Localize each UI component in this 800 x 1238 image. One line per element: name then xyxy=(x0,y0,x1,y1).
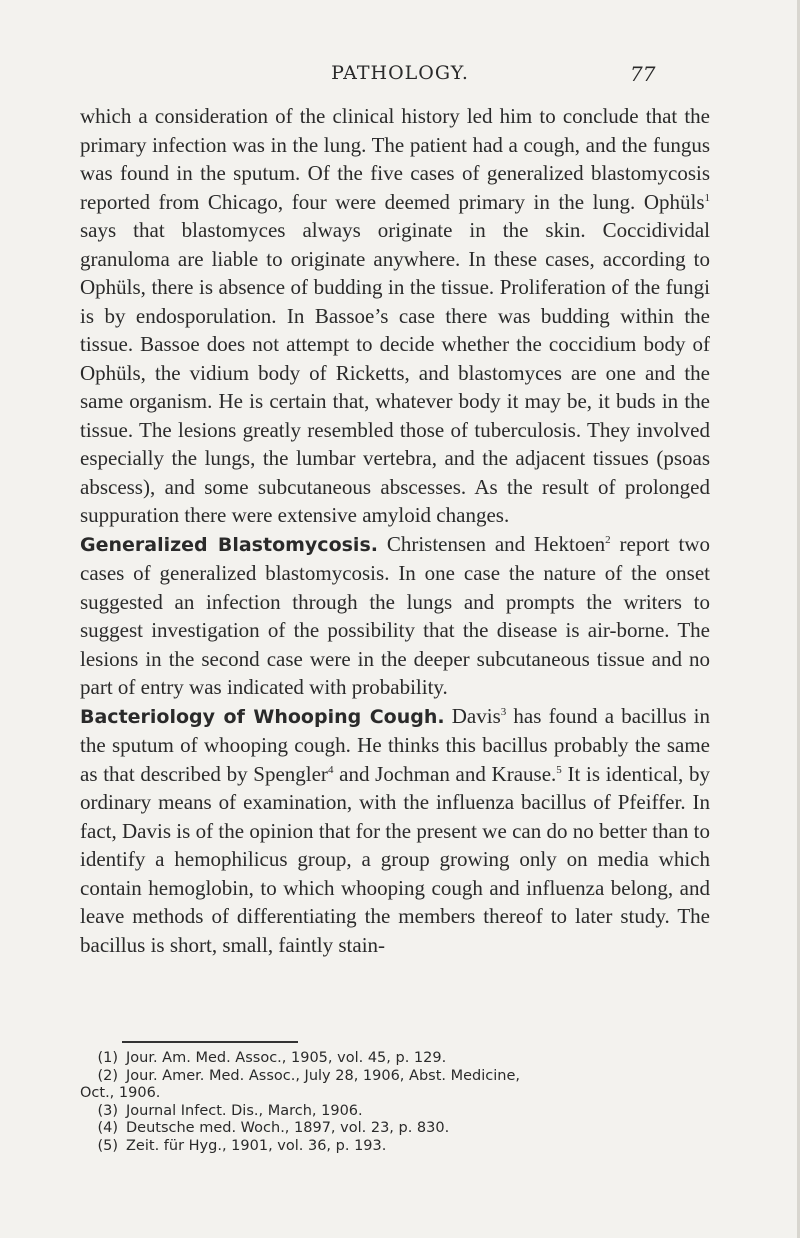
footnote-ref: 3 xyxy=(500,705,507,718)
paragraph-blastomycosis-continued xyxy=(80,102,710,530)
running-head: PATHOLOGY. xyxy=(331,62,469,84)
footnotes xyxy=(80,1050,720,1155)
section-heading: Generalized Blastomycosis. xyxy=(80,533,378,556)
footnote-item xyxy=(80,1050,720,1068)
footnote-text: Journal Infect. Dis., March, 1906. xyxy=(126,1102,363,1119)
footnote-number: (1) xyxy=(97,1050,118,1066)
footnote-item xyxy=(80,1138,720,1156)
footnote-text: Zeit. für Hyg., 1901, vol. 36, p. 193. xyxy=(126,1137,387,1154)
footnote-ref: 5 xyxy=(556,763,562,776)
footnote-number: (4) xyxy=(97,1120,118,1136)
page-number: 77 xyxy=(630,62,656,86)
paragraph-text: report two cases of generalized blastomycosis. In one case the nature of the onset suggested an infection through the lungs and prompts the writers to suggest investigation of the possibility that the disease is air-borne. The lesions in the second case were in the deeper subcutaneous tissue and no part of entry was indicated with probability. xyxy=(80,531,710,699)
paragraph-whooping-cough xyxy=(80,702,710,960)
footnote-number: (5) xyxy=(97,1137,118,1154)
footnote-text: Jour. Am. Med. Assoc., 1905, vol. 45, p. 129. xyxy=(126,1050,447,1066)
paragraph-text: It is identical, by ordinary means of examination, with the influenza bacillus of Pfeiffer. In fact, Davis is of the opinion that for the present we can do no better than to identify a hemophilicus group, a group growing only on media which contain hemoglobin, to which whooping cough and influenza belong, and leave methods of differentiating the members thereof to later study. The bacillus is short, small, faintly stain- xyxy=(80,761,711,957)
footnote-ref: 1 xyxy=(704,191,710,204)
footnote-item xyxy=(80,1068,720,1086)
footnote-ref: 4 xyxy=(327,763,334,776)
body-text xyxy=(80,102,710,959)
footnote-text: Deutsche med. Woch., 1897, vol. 23, p. 830. xyxy=(126,1120,450,1136)
paragraph-generalized-blastomycosis xyxy=(80,530,710,702)
footnote-ref: 2 xyxy=(605,533,611,546)
page-header xyxy=(0,56,800,96)
paragraph-text: and Jochman and Krause. xyxy=(333,761,557,786)
paragraph-text: has found a bacillus in the sputum of whooping cough. He thinks this bacillus probably the same as that described by Spengler xyxy=(80,703,710,786)
footnote-continuation: Oct., 1906. xyxy=(80,1085,161,1101)
footnote-number: (2) xyxy=(97,1067,118,1084)
footnote-item xyxy=(80,1103,720,1121)
paragraph-text: Christensen and Hektoen xyxy=(377,531,606,556)
footnote-text: Jour. Amer. Med. Assoc., July 28, 1906, Abst. Medicine, xyxy=(126,1067,520,1084)
footnote-item xyxy=(80,1120,720,1138)
footnote-number: (3) xyxy=(97,1102,118,1119)
section-heading: Bacteriology of Whooping Cough. xyxy=(80,705,445,728)
paragraph-text: Davis xyxy=(444,703,501,728)
paragraph-text: which a consideration of the clinical history led him to conclude that the primary infection was in the lung. The patient had a cough, and the fungus was found in the sputum. Of the five cases of generalized blastomycosis reported from Chicago, four were deemed primary in the lung. Ophüls xyxy=(80,104,710,214)
footnote-divider xyxy=(122,1041,298,1043)
paragraph-text: says that blastomyces always originate in the skin. Coccidividal granuloma are liable to originate anywhere. In these cases, according to Ophüls, there is absence of budding in the tissue. Proliferation of the fungi is by endosporulation. In Bassoe’s case there was budding within the tissue. Bassoe does not attempt to decide whether the coccidium body of Ophüls, the vidium body of Ricketts, and blastomyces are one and the same organism. He is certain that, whatever body it may be, it buds in the tissue. The lesions greatly resembled those of tuberculosis. They involved especially the lungs, the lumbar vertebra, and the adjacent tissues (psoas abscess), and some subcutaneous abscesses. As the result of prolonged suppuration there were extensive amyloid changes. xyxy=(80,218,710,527)
